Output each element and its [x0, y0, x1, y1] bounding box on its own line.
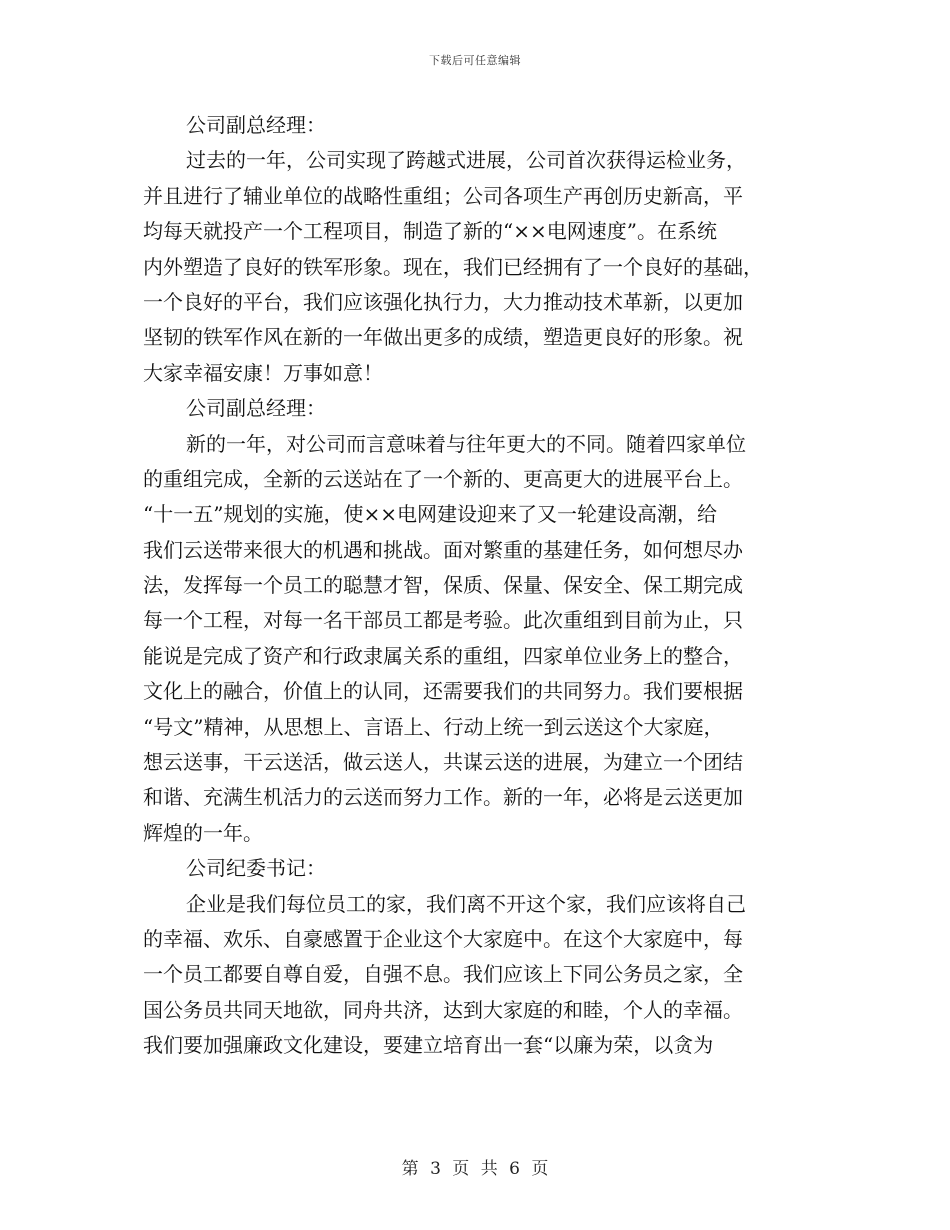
text-line: 每一个工程，对每一名干部员工都是考验。此次重组到目前为止，只 [143, 608, 743, 633]
text-line: 我们要加强廉政文化建设，要建立培育出一套“以廉为荣，以贪为 [143, 1033, 714, 1058]
text-line: 一个员工都要自尊自爱，自强不息。我们应该上下同公务员之家，全 [143, 962, 743, 987]
text-line: 过去的一年，公司实现了跨越式进展，公司首次获得运检业务， [186, 148, 746, 173]
page-header: 下载后可任意编辑 [429, 54, 521, 67]
text-line: 坚韧的铁军作风在新的一年做出更多的成绩，塑造更良好的形象。祝 [143, 325, 743, 350]
text-line: 新的一年，对公司而言意味着与往年更大的不同。随着四家单位 [186, 431, 746, 456]
text-line: 均每天就投产一个工程项目，制造了新的“××电网速度”。在系统 [143, 219, 717, 244]
text-line: 内外塑造了良好的铁军形象。现在，我们已经拥有了一个良好的基础， [143, 254, 763, 279]
text-line: 的幸福、欢乐、自豪感置于企业这个大家庭中。在这个大家庭中，每 [143, 926, 743, 951]
text-line: 和谐、充满生机活力的云送而努力工作。新的一年，必将是云送更加 [143, 785, 743, 810]
text-line: “十一五”规划的实施，使××电网建设迎来了又一轮建设高潮，给 [143, 502, 717, 527]
text-line: 大家幸福安康！万事如意！ [143, 360, 383, 385]
text-line: 一个良好的平台，我们应该强化执行力，大力推动技术革新，以更加 [143, 289, 743, 314]
text-line: 法，发挥每一个员工的聪慧才智，保质、保量、保安全、保工期完成 [143, 573, 743, 598]
text-line: 企业是我们每位员工的家，我们离不开这个家，我们应该将自己 [186, 891, 746, 916]
text-line: 我们云送带来很大的机遇和挑战。面对繁重的基建任务，如何想尽办 [143, 537, 743, 562]
text-line: 辉煌的一年。 [143, 820, 263, 845]
text-line: 公司副总经理： [186, 396, 326, 421]
text-line: 公司纪委书记： [186, 856, 326, 881]
text-line: “号文”精神，从思想上、言语上、行动上统一到云送这个大家庭， [143, 714, 724, 739]
text-line: 国公务员共同天地欲，同舟共济，达到大家庭的和睦，个人的幸福。 [143, 997, 743, 1022]
page-footer: 第 3 页 共 6 页 [401, 1159, 549, 1179]
text-line: 能说是完成了资产和行政隶属关系的重组，四家单位业务上的整合， [143, 643, 743, 668]
text-line: 公司副总经理： [186, 113, 326, 137]
text-line: 文化上的融合，价值上的认同，还需要我们的共同努力。我们要根据 [143, 679, 743, 704]
text-line: 想云送事，干云送活，做云送人，共谋云送的进展，为建立一个团结 [143, 750, 743, 775]
text-line: 的重组完成，全新的云送站在了一个新的、更高更大的进展平台上。 [143, 466, 743, 491]
text-line: 并且进行了辅业单位的战略性重组；公司各项生产再创历史新高，平 [143, 183, 743, 208]
document-body [143, 108, 809, 1064]
